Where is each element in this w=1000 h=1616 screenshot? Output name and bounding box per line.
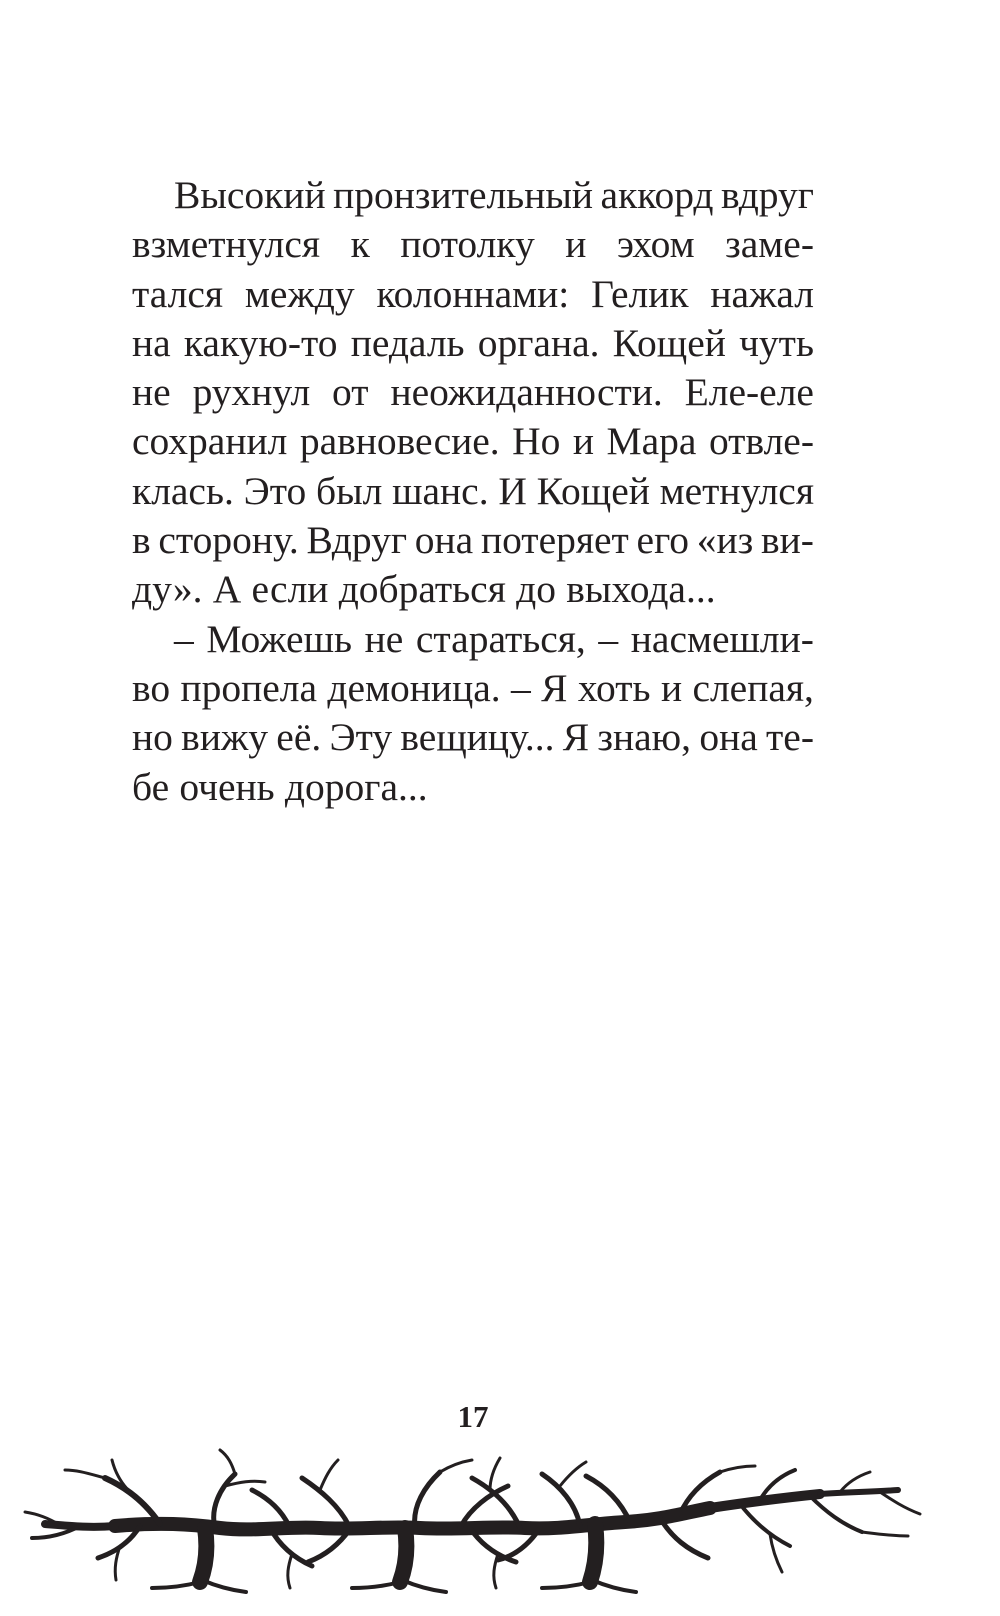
word: Можешь [206,616,352,661]
body-text [132,171,814,812]
tree-roots-ornament-icon [20,1442,980,1602]
word: Кощей [536,468,650,513]
word: она [699,715,758,760]
word: Еле-еле [684,370,814,415]
word: до [516,567,557,612]
word: и [572,419,595,464]
word: вижу [181,715,269,760]
word: заме- [725,222,814,267]
word: – [174,616,194,661]
word: пронзительный [333,173,594,217]
text-line [132,615,814,664]
word: не [132,370,171,415]
word: Вдруг [306,518,408,563]
word: потолку [400,222,535,267]
text-line [132,467,814,516]
word: ви- [760,518,814,563]
word: И [498,468,527,513]
word: на [132,320,171,365]
word: метнулся [659,468,814,513]
word: не [364,616,404,661]
word: демоница. [327,665,501,710]
word: насмешли- [630,616,814,661]
word: тался [132,271,224,316]
word: но [132,715,173,760]
word: сохранил [132,419,288,464]
word: слепая, [692,665,814,710]
word: нажал [710,271,814,316]
word: шанс. [392,468,489,513]
word: от [332,370,369,415]
word: Высокий [174,173,326,217]
word: во [132,665,171,710]
text-line [132,319,814,368]
word: к [350,222,370,267]
word: и [565,222,587,267]
word: – [510,665,531,710]
text-line [132,565,814,614]
word: её. [276,715,322,760]
word: ду». [132,567,203,612]
word: – [598,616,619,661]
text-line [132,368,814,417]
word: чуть [739,320,814,365]
word: неожиданности. [390,370,663,415]
text-line [132,713,814,762]
word: Гелик [591,271,689,316]
word: пропела [180,665,318,710]
word: отвле- [708,419,814,464]
page-number: 17 [457,1399,489,1434]
word: педаль [350,320,465,365]
word: сторону. [158,518,299,563]
word: Эту [329,715,393,760]
word: выхода... [566,567,716,612]
text-line [132,417,814,466]
word: взметнулся [132,222,321,267]
word: какую-то [183,320,338,365]
word: рухнул [192,370,311,415]
word: органа. [477,320,600,365]
word: А [212,567,242,612]
word: эхом [616,222,695,267]
word: очень [179,764,275,809]
word: стараться, [415,616,586,661]
word: бе [132,764,170,809]
word: добраться [338,567,506,612]
word: Но [512,419,561,464]
text-line [132,171,814,220]
text-line [132,270,814,319]
word: аккорд [600,173,714,217]
word: «из [696,518,754,563]
word: Кощей [612,320,726,365]
word: Я [541,665,568,710]
word: если [251,567,329,612]
word: Мара [606,419,697,464]
word: она [414,518,474,563]
word: вдруг [721,173,814,217]
word: Это [243,468,307,513]
text-line [132,763,814,812]
word: колоннами: [376,271,570,316]
word: знаю, [597,715,692,760]
text-line [132,220,814,269]
word: его [636,518,690,563]
word: те- [766,715,814,760]
word: и [660,665,683,710]
word: был [315,468,383,513]
word: вещицу... [400,715,555,760]
word: потеряет [480,518,629,563]
word: дорога... [284,764,428,809]
word: равновесие. [299,419,500,464]
text-line [132,516,814,565]
word: Я [562,715,590,760]
word: клась. [132,468,234,513]
text-line [132,664,814,713]
word: хоть [577,665,651,710]
word: в [132,518,151,563]
word: между [244,271,355,316]
